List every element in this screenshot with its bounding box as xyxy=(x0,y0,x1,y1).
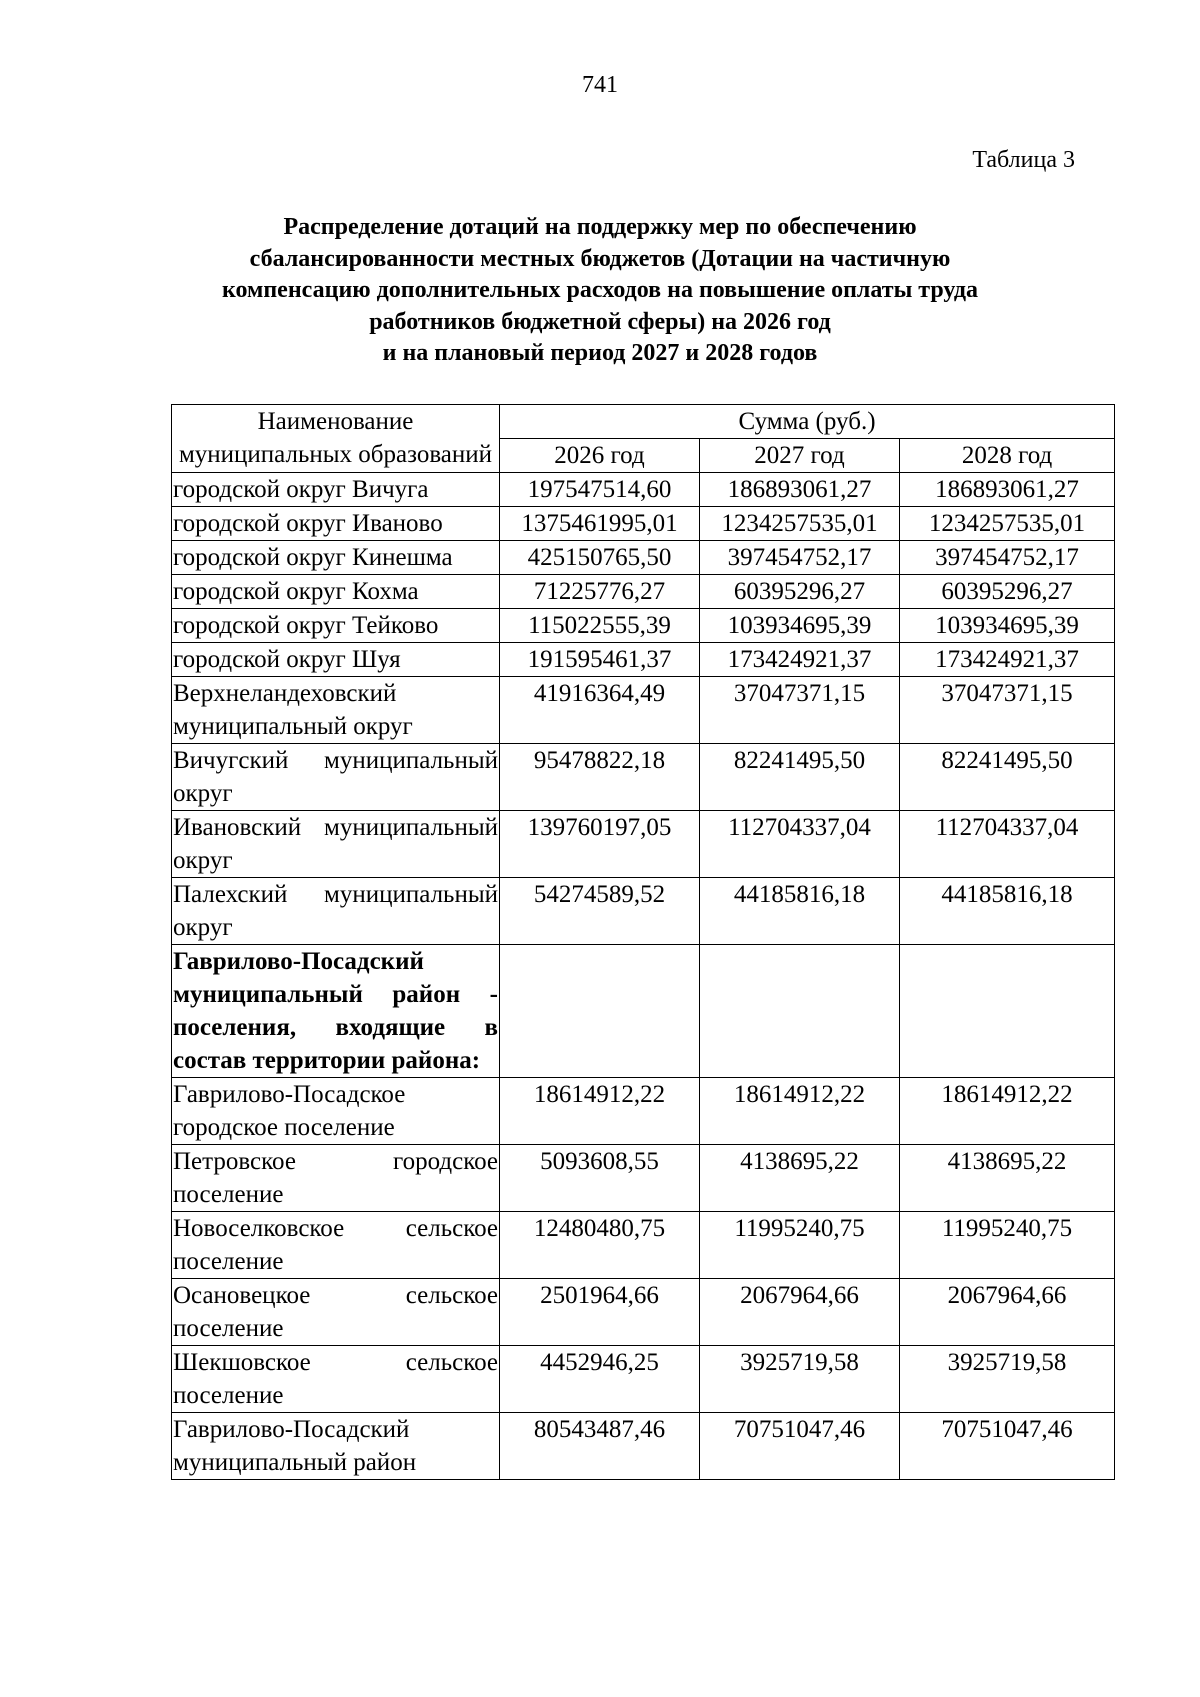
value-2027: 173424921,37 xyxy=(700,643,900,677)
header-year-2028: 2028 год xyxy=(900,439,1115,473)
value-2027: 4138695,22 xyxy=(700,1145,900,1212)
table-row xyxy=(172,878,1115,945)
table-row xyxy=(172,643,1115,677)
row-name: городской округ Кохма xyxy=(172,575,500,609)
row-name: городской округ Вичуга xyxy=(172,473,500,507)
row-name: Верхнеландеховский муниципальный округ xyxy=(172,677,500,744)
value-2026: 41916364,49 xyxy=(500,677,700,744)
value-2027: 44185816,18 xyxy=(700,878,900,945)
value-2027: 186893061,27 xyxy=(700,473,900,507)
row-name: Гаврилово-Посадское городское поселение xyxy=(172,1078,500,1145)
row-name: Гаврилово-Посадский муниципальный район xyxy=(172,1413,500,1480)
title-line: работников бюджетной сферы) на 2026 год xyxy=(369,308,831,335)
value-2026: 54274589,52 xyxy=(500,878,700,945)
value-2028: 3925719,58 xyxy=(900,1346,1115,1413)
value-2028 xyxy=(900,945,1115,1078)
title-line: сбалансированности местных бюджетов (Дотации на частичную xyxy=(249,245,951,272)
value-2026 xyxy=(500,945,700,1078)
table-row xyxy=(172,677,1115,744)
value-2026: 4452946,25 xyxy=(500,1346,700,1413)
table-number: Таблица 3 xyxy=(972,147,1075,173)
row-name: Вичугский муниципальный округ xyxy=(172,744,500,811)
value-2028: 44185816,18 xyxy=(900,878,1115,945)
row-name: городской округ Иваново xyxy=(172,507,500,541)
row-name: Палехский муниципальный округ xyxy=(172,878,500,945)
section-header-name: Гаврилово-Посадский муниципальный район - поселения, входящие в состав территории района: xyxy=(172,945,500,1078)
dotations-table xyxy=(171,404,1115,1480)
value-2027: 82241495,50 xyxy=(700,744,900,811)
row-name: городской округ Кинешма xyxy=(172,541,500,575)
table-row xyxy=(172,811,1115,878)
value-2028: 11995240,75 xyxy=(900,1212,1115,1279)
table-row xyxy=(172,1346,1115,1413)
value-2026: 1375461995,01 xyxy=(500,507,700,541)
value-2026: 12480480,75 xyxy=(500,1212,700,1279)
value-2026: 71225776,27 xyxy=(500,575,700,609)
value-2028: 4138695,22 xyxy=(900,1145,1115,1212)
value-2028: 70751047,46 xyxy=(900,1413,1115,1480)
value-2026: 425150765,50 xyxy=(500,541,700,575)
value-2026: 2501964,66 xyxy=(500,1279,700,1346)
table-row xyxy=(172,1145,1115,1212)
value-2027: 37047371,15 xyxy=(700,677,900,744)
page-number: 741 xyxy=(582,72,618,98)
value-2027: 60395296,27 xyxy=(700,575,900,609)
table-row xyxy=(172,744,1115,811)
value-2028: 112704337,04 xyxy=(900,811,1115,878)
header-sum: Сумма (руб.) xyxy=(500,405,1115,439)
value-2027: 70751047,46 xyxy=(700,1413,900,1480)
table-title xyxy=(150,212,1050,370)
value-2027: 18614912,22 xyxy=(700,1078,900,1145)
table-row xyxy=(172,1212,1115,1279)
title-line: и на плановый период 2027 и 2028 годов xyxy=(382,340,818,366)
value-2026: 5093608,55 xyxy=(500,1145,700,1212)
value-2027: 1234257535,01 xyxy=(700,507,900,541)
value-2027: 397454752,17 xyxy=(700,541,900,575)
title-line: Распределение дотаций на поддержку мер по обеспечению xyxy=(283,214,917,240)
value-2026: 18614912,22 xyxy=(500,1078,700,1145)
table-row xyxy=(172,473,1115,507)
header-row xyxy=(172,405,1115,439)
header-name: Наименование муниципальных образований xyxy=(172,405,500,473)
value-2028: 1234257535,01 xyxy=(900,507,1115,541)
header-year-2027: 2027 год xyxy=(700,439,900,473)
value-2026: 95478822,18 xyxy=(500,744,700,811)
table-row xyxy=(172,507,1115,541)
value-2028: 60395296,27 xyxy=(900,575,1115,609)
table-row xyxy=(172,541,1115,575)
value-2026: 115022555,39 xyxy=(500,609,700,643)
header-year-2026: 2026 год xyxy=(500,439,700,473)
row-name: Шекшовское сельское поселение xyxy=(172,1346,500,1413)
row-name: Ивановский муниципальный округ xyxy=(172,811,500,878)
row-name: городской округ Тейково xyxy=(172,609,500,643)
value-2026: 139760197,05 xyxy=(500,811,700,878)
value-2028: 18614912,22 xyxy=(900,1078,1115,1145)
value-2028: 37047371,15 xyxy=(900,677,1115,744)
title-line: компенсацию дополнительных расходов на повышение оплаты труда xyxy=(221,277,979,303)
row-name: Осановецкое сельское поселение xyxy=(172,1279,500,1346)
value-2028: 103934695,39 xyxy=(900,609,1115,643)
table-row-section-header xyxy=(172,945,1115,1078)
value-2027 xyxy=(700,945,900,1078)
value-2028: 397454752,17 xyxy=(900,541,1115,575)
value-2026: 80543487,46 xyxy=(500,1413,700,1480)
table-row xyxy=(172,1078,1115,1145)
value-2027: 11995240,75 xyxy=(700,1212,900,1279)
value-2027: 3925719,58 xyxy=(700,1346,900,1413)
value-2028: 2067964,66 xyxy=(900,1279,1115,1346)
table-row xyxy=(172,1279,1115,1346)
value-2026: 191595461,37 xyxy=(500,643,700,677)
value-2027: 2067964,66 xyxy=(700,1279,900,1346)
value-2028: 82241495,50 xyxy=(900,744,1115,811)
row-name: городской округ Шуя xyxy=(172,643,500,677)
table-row xyxy=(172,609,1115,643)
row-name: Новоселковское сельское поселение xyxy=(172,1212,500,1279)
row-name: Петровское городское поселение xyxy=(172,1145,500,1212)
table-row xyxy=(172,575,1115,609)
value-2026: 197547514,60 xyxy=(500,473,700,507)
value-2028: 186893061,27 xyxy=(900,473,1115,507)
value-2028: 173424921,37 xyxy=(900,643,1115,677)
table-row xyxy=(172,1413,1115,1480)
value-2027: 103934695,39 xyxy=(700,609,900,643)
value-2027: 112704337,04 xyxy=(700,811,900,878)
